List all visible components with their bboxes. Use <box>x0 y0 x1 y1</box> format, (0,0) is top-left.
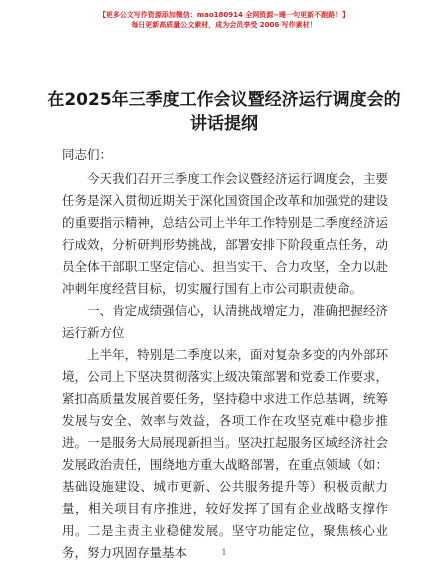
document-body <box>62 144 388 564</box>
promo-banner <box>0 10 448 30</box>
paragraph-intro: 今天我们召开三季度工作会议暨经济运行调度会，主要任务是深入贯彻近期关于深化国资国企改革和加强党的建设的重要指示精神，总结公司上半年工作特别是二季度经济运行成效，分析研判形势挑战，部署安排下阶段重点任务，动员全体干部职工坚定信心、担当实干、合力攻坚，全力以赴冲刺年度经营目标，切实履行国有上市公司职责使命。 <box>62 171 388 296</box>
page-number: 1 <box>221 548 227 557</box>
salutation: 同志们： <box>62 147 113 162</box>
promo-banner-line-1: 【更多公文写作资源添加微信：mao180914 全网资源~睡一句更新不跑路！】 <box>98 11 350 19</box>
paragraph-section-1: 上半年，特别是二季度以来，面对复杂多变的内外部环境，公司上下坚决贯彻落实上级决策部署和党委工作要求，紧扣高质量发展首要任务，坚持稳中求进工作总基调，统筹发展与安全、效率与效益，各项工作在攻坚克难中稳步推进。一是服务大局展现新担当。坚决扛起服务区域经济社会发展政治责任，围绕地方重大战略部署，在重点领域（如：基础设施建设、城市更新、公共服务提升等）积极贡献力量，相关项目有序推进，较好发挥了国有企业战略支撑作用。二是主责主业稳健发展。坚守功能定位，聚焦核心业务，努力巩固存量基本 <box>62 347 388 560</box>
promo-banner-line-2: 每日更新高质量公文素材，成为会员享受 2006 写作素材！ <box>131 21 317 29</box>
document-title: 在2025年三季度工作会议暨经济运行调度会的讲话提纲 <box>47 90 401 134</box>
section-heading-1: 一、肯定成绩强信心，认清挑战增定力，准确把握经济运行新方位 <box>62 303 388 340</box>
